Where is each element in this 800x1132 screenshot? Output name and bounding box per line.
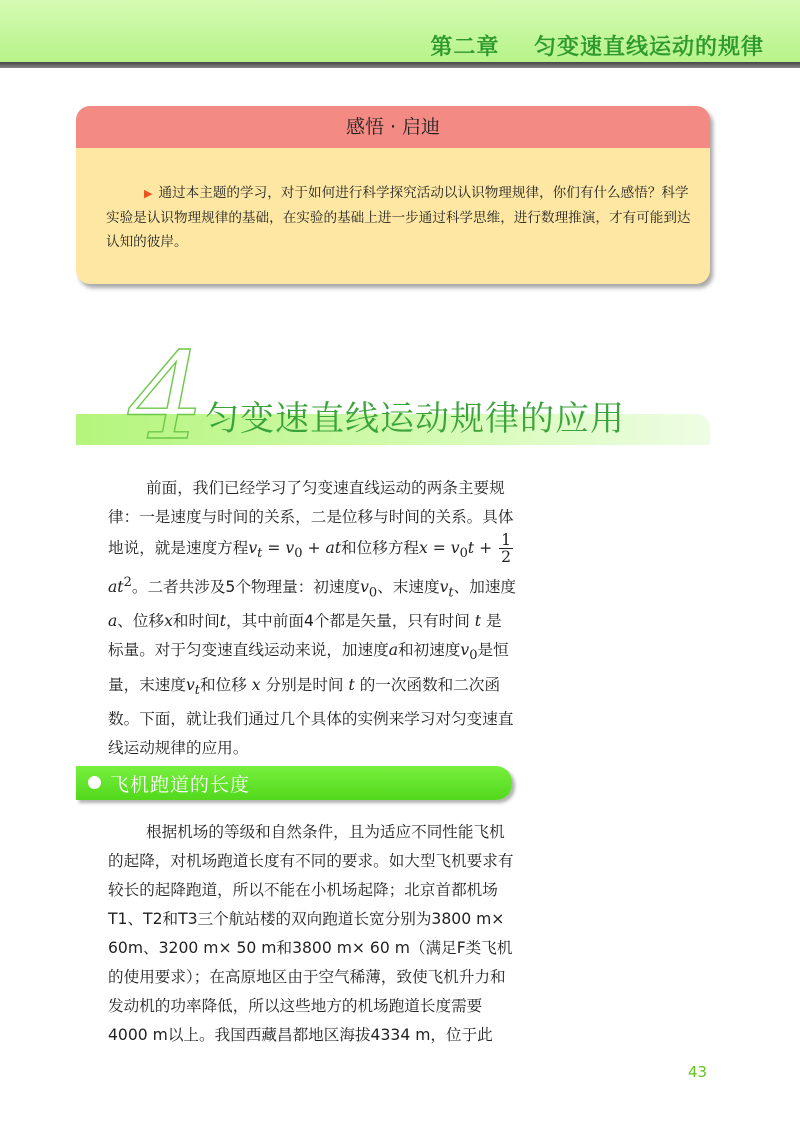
section-title: 匀变速直线运动规律的应用 [205, 399, 625, 439]
body-paragraph-runway: 根据机场的等级和自然条件，且为适应不同性能飞机的起降，对机场跑道长度有不同的要求。如大型飞机要求有较长的起降跑道，所以不能在小机场起降；北京首都机场T1、T2和T3三个航站楼的双向跑道长宽分别为3800 m× 60m、3200 m× 50 m和3800 m× 60 m（满足F类飞机的使用要求）；在高原地区由于空气稀薄，致使飞机升力和发动机的功率降低，所以这些地方的机场跑道长度需要4000 m以上。我国西藏昌都地区海拔4334 m，位于此 [108, 823, 514, 1044]
chapter-header-rule [0, 62, 800, 68]
insight-box [76, 106, 710, 284]
section-number: 4 [128, 330, 205, 450]
page-number: 43 [688, 1063, 708, 1081]
body-paragraph-intro: 前面，我们已经学习了匀变速直线运动的两条主要规律：一是速度与时间的关系，二是位移与时间的关系。具体地说，就是速度方程$v_t = v_0$ + at和位移方程$x = v_0t$ + $\frac{1}{2}$ $at^2$。二者共涉及5个物理量：初速度$v_0$、末速度$v_t$、加速度a、位移x和时间t，其中前面4个都是矢量，只有时间 t 是标量。对于匀变速直线运动来说，加速度a和初速度$v_0$是恒量，末速度$v_t$和位移 x 分别是时间 t 的一次函数和二次函数。下面，就让我们通过几个具体的实例来学习对匀变速直线运动规律的应用。 [108, 479, 517, 757]
circle-dot-icon [88, 776, 101, 789]
subsection-heading-bar [76, 766, 512, 800]
triangle-right-icon: ▶ [144, 187, 153, 200]
fraction-one-half: $\frac{1}{2}$ [501, 531, 512, 566]
subsection-title: 飞机跑道的长度 [110, 774, 251, 796]
insight-text-block [106, 181, 696, 254]
chapter-title: 第二章 匀变速直线运动的规律 [430, 35, 764, 60]
insight-heading: 感悟 · 启迪 [76, 106, 710, 148]
insight-text: 通过本主题的学习，对于如何进行科学探究活动以认识物理规律，你们有什么感悟？科学实验是认识物理规律的基础，在实验的基础上进一步通过科学思维，进行数理推演，才有可能到达认知的彼岸。 [106, 185, 691, 250]
